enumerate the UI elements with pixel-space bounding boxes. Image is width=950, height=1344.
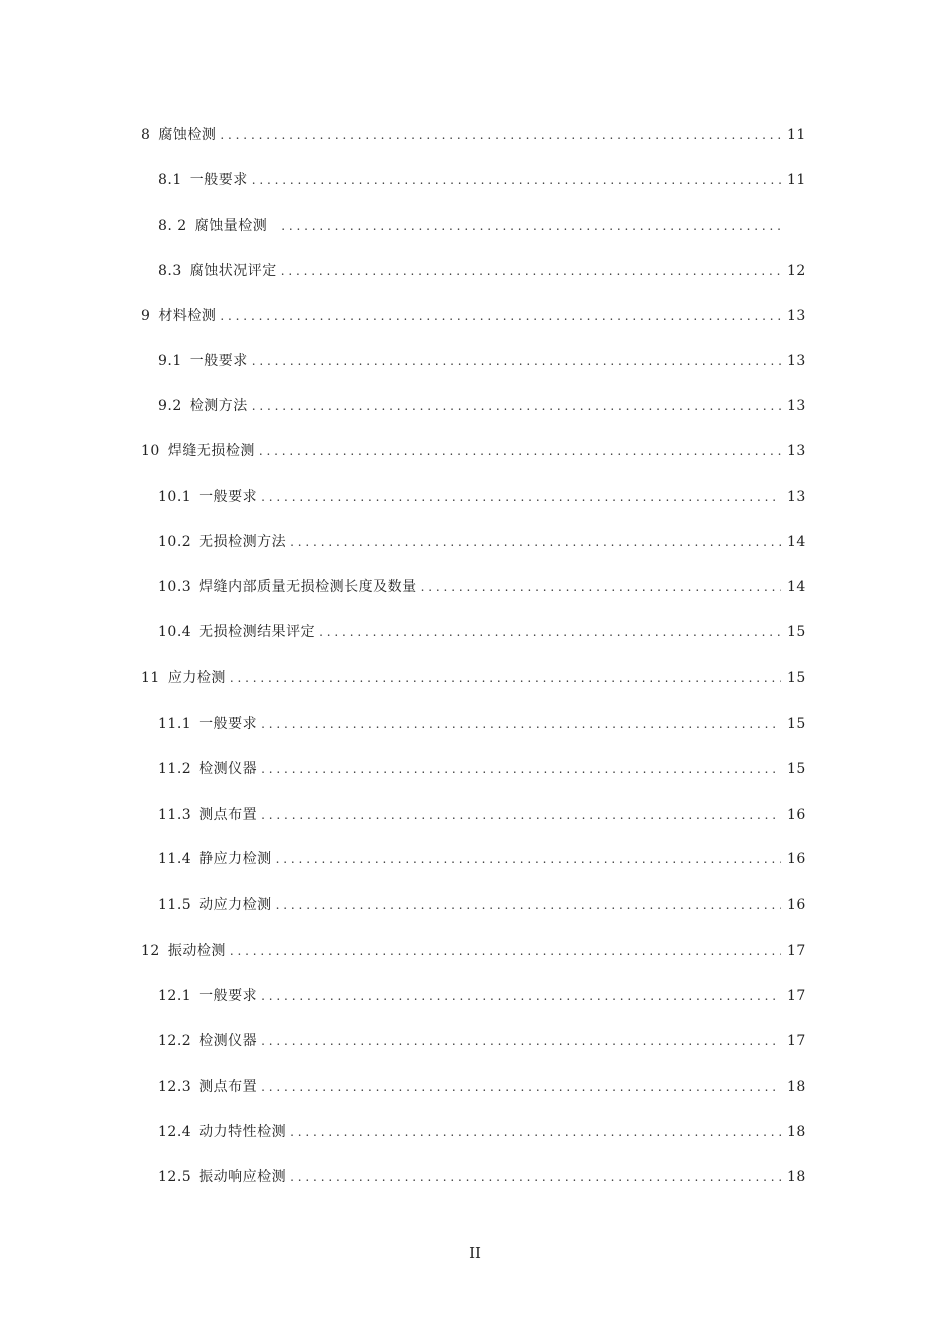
toc-entry-title: 检测仪器 (199, 761, 258, 777)
toc-entry-title: 动应力检测 (199, 897, 272, 913)
toc-entry[interactable] (141, 942, 806, 960)
toc-entry[interactable] (158, 533, 806, 551)
toc-entry-page: 11 (787, 127, 806, 143)
toc-entry[interactable] (158, 987, 806, 1005)
toc-entry[interactable] (158, 1078, 806, 1096)
page-number: II (469, 1244, 481, 1262)
toc-entry-number: 11.1 (158, 716, 192, 732)
toc-entry-page: 16 (787, 897, 806, 913)
toc-entry-page: 16 (787, 851, 806, 867)
toc-entry-page: 13 (787, 353, 806, 369)
toc-entry-title: 静应力检测 (199, 851, 272, 867)
dot-leader (290, 533, 781, 551)
toc-entry[interactable] (158, 171, 806, 189)
toc-entry-title: 检测方法 (189, 398, 248, 414)
toc-entry-number: 9.1 (158, 353, 182, 369)
dot-leader (261, 1078, 781, 1096)
toc-entry-page: 13 (787, 443, 806, 459)
toc-entry-page: 17 (787, 1033, 806, 1049)
toc-entry[interactable] (158, 896, 806, 914)
toc-entry[interactable] (141, 669, 806, 687)
dot-leader (230, 669, 781, 687)
dot-leader (220, 126, 781, 144)
toc-entry-number: 12.2 (158, 1033, 192, 1049)
toc-entry-page: 13 (787, 489, 806, 505)
dot-leader (252, 171, 781, 189)
toc-entry-number: 10.1 (158, 489, 192, 505)
dot-leader (421, 578, 781, 596)
toc-entry-number: 8 (141, 127, 151, 143)
dot-leader (230, 942, 781, 960)
dot-leader (261, 806, 781, 824)
toc-entry-number: 11.3 (158, 807, 192, 823)
toc-entry-page: 15 (787, 624, 806, 640)
dot-leader (290, 1168, 781, 1186)
toc-entry-page: 15 (787, 670, 806, 686)
dot-leader (252, 352, 781, 370)
toc-entry-number: 11 (141, 670, 160, 686)
toc-entry[interactable] (141, 307, 806, 325)
toc-entry[interactable] (158, 850, 806, 868)
toc-entry[interactable] (158, 1123, 806, 1141)
toc-entry-title: 振动检测 (167, 943, 226, 959)
dot-leader (290, 1123, 781, 1141)
toc-entry[interactable] (158, 1032, 806, 1050)
toc-entry[interactable] (158, 760, 806, 778)
toc-entry-number: 12.4 (158, 1124, 192, 1140)
toc-entry-number: 8.1 (158, 172, 182, 188)
dot-leader (281, 217, 781, 235)
toc-entry-number: 9 (141, 308, 151, 324)
toc-entry-number: 10.2 (158, 534, 192, 550)
dot-leader (261, 488, 781, 506)
toc-entry-number: 12.5 (158, 1169, 192, 1185)
toc-entry-title: 无损检测结果评定 (199, 624, 316, 640)
toc-entry-number: 8.3 (158, 263, 182, 279)
toc-entry-title: 一般要求 (189, 353, 248, 369)
toc-entry-number: 12.1 (158, 988, 192, 1004)
dot-leader (252, 397, 781, 415)
toc-entry-title: 一般要求 (199, 988, 258, 1004)
toc-entry-number: 11.2 (158, 761, 192, 777)
toc-entry[interactable] (141, 442, 806, 460)
dot-leader (261, 715, 781, 733)
toc-entry-number: 11.5 (158, 897, 192, 913)
toc-entry[interactable] (158, 217, 801, 235)
dot-leader (276, 896, 781, 914)
dot-leader (276, 850, 781, 868)
toc-entry-number: 9.2 (158, 398, 182, 414)
toc-entry-title: 振动响应检测 (199, 1169, 287, 1185)
toc-entry[interactable] (158, 397, 806, 415)
toc-entry-title: 检测仪器 (199, 1033, 258, 1049)
toc-entry-page: 11 (787, 172, 806, 188)
toc-entry-title: 腐蚀状况评定 (189, 263, 277, 279)
dot-leader (319, 623, 781, 641)
toc-entry-number: 10.4 (158, 624, 192, 640)
toc-entry-number: 11.4 (158, 851, 192, 867)
toc-entry-page: 15 (787, 761, 806, 777)
toc-entry[interactable] (158, 578, 806, 596)
toc-entry[interactable] (158, 715, 806, 733)
toc-entry-page: 18 (787, 1169, 806, 1185)
toc-entry-number: 8. 2 (158, 218, 187, 234)
toc-entry-title: 焊缝无损检测 (167, 443, 255, 459)
toc-entry-page: 12 (787, 263, 806, 279)
toc-entry-page: 17 (787, 943, 806, 959)
toc-entry-title: 测点布置 (199, 1079, 258, 1095)
toc-entry[interactable] (158, 623, 806, 641)
toc-entry-number: 10.3 (158, 579, 192, 595)
toc-entry[interactable] (158, 488, 806, 506)
toc-entry-title: 腐蚀量检测 (194, 218, 268, 234)
toc-entry-number: 10 (141, 443, 160, 459)
toc-entry-page: 15 (787, 716, 806, 732)
toc-entry-number: 12 (141, 943, 160, 959)
toc-entry-title: 一般要求 (199, 489, 258, 505)
toc-entry[interactable] (158, 352, 806, 370)
toc-entry-title: 一般要求 (189, 172, 248, 188)
toc-entry-page: 16 (787, 807, 806, 823)
dot-leader (220, 307, 781, 325)
dot-leader (261, 1032, 781, 1050)
toc-entry-number: 12.3 (158, 1079, 192, 1095)
toc-entry-page: 14 (787, 534, 806, 550)
toc-entry-page: 18 (787, 1124, 806, 1140)
toc-entry-page: 17 (787, 988, 806, 1004)
toc-entry-page: 13 (787, 308, 806, 324)
toc-entry[interactable] (158, 1168, 806, 1186)
toc-entry-title: 无损检测方法 (199, 534, 287, 550)
toc-entry-page: 18 (787, 1079, 806, 1095)
toc-entry-title: 测点布置 (199, 807, 258, 823)
toc-entry[interactable] (141, 126, 806, 144)
dot-leader (281, 262, 781, 280)
toc-entry-page: 14 (787, 579, 806, 595)
dot-leader (261, 987, 781, 1005)
toc-entry-title: 腐蚀检测 (158, 127, 217, 143)
toc-entry-title: 材料检测 (158, 308, 217, 324)
toc-entry-title: 焊缝内部质量无损检测长度及数量 (199, 579, 417, 595)
toc-entry-title: 应力检测 (167, 670, 226, 686)
toc-entry[interactable] (158, 806, 806, 824)
toc-entry-title: 一般要求 (199, 716, 258, 732)
dot-leader (261, 760, 781, 778)
dot-leader (259, 442, 781, 460)
toc-entry[interactable] (158, 262, 806, 280)
toc-entry-title: 动力特性检测 (199, 1124, 287, 1140)
toc-entry-page: 13 (787, 398, 806, 414)
